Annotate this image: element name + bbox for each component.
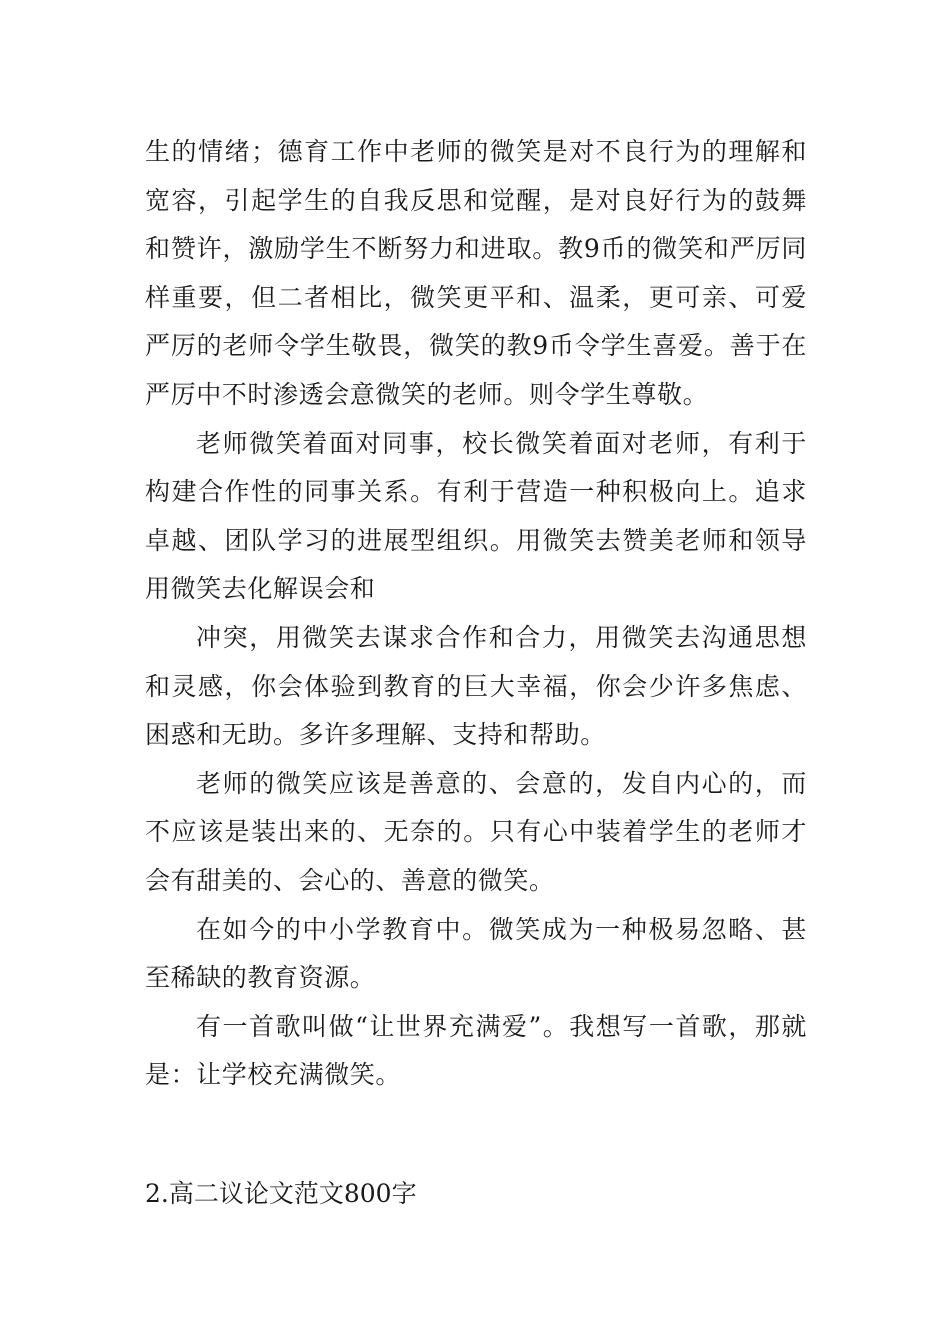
paragraph-5: 在如今的中小学教育中。微笑成为一种极易忽略、甚至稀缺的教育资源。 xyxy=(145,914,807,993)
body-text xyxy=(145,128,807,1100)
paragraph-2: 老师微笑着面对同事，校长微笑着面对老师，有利于构建合作性的同事关系。有利于营造一种积极向上。追求卓越、团队学习的进展型组织。用微笑去赞美老师和领导用微笑去化解误会和 xyxy=(145,428,807,604)
paragraph-6: 有一首歌叫做“让世界充满爱”。我想写一首歌，那就是：让学校充满微笑。 xyxy=(145,1011,807,1090)
section-heading: 2.高二议论文范文800字 xyxy=(145,1179,417,1208)
paragraph-3: 冲突，用微笑去谋求合作和合力，用微笑去沟通思想和灵感，你会体验到教育的巨大幸福，你会少许多焦虑、困惑和无助。多许多理解、支持和帮助。 xyxy=(145,622,807,750)
paragraph-4: 老师的微笑应该是善意的、会意的，发自内心的，而不应该是装出来的、无奈的。只有心中装着学生的老师才会有甜美的、会心的、善意的微笑。 xyxy=(145,768,807,895)
paragraph-1: 生的情绪；德育工作中老师的微笑是对不良行为的理解和宽容，引起学生的自我反思和觉醒，是对良好行为的鼓舞和赞许，激励学生不断努力和进取。教9币的微笑和严厉同样重要，但二者相比，微笑更平和、温柔，更可亲、可爱严厉的老师令学生敬畏，微笑的教9币令学生喜爱。善于在严厉中不时渗透会意微笑的老师。则令学生尊敬。 xyxy=(145,137,807,409)
